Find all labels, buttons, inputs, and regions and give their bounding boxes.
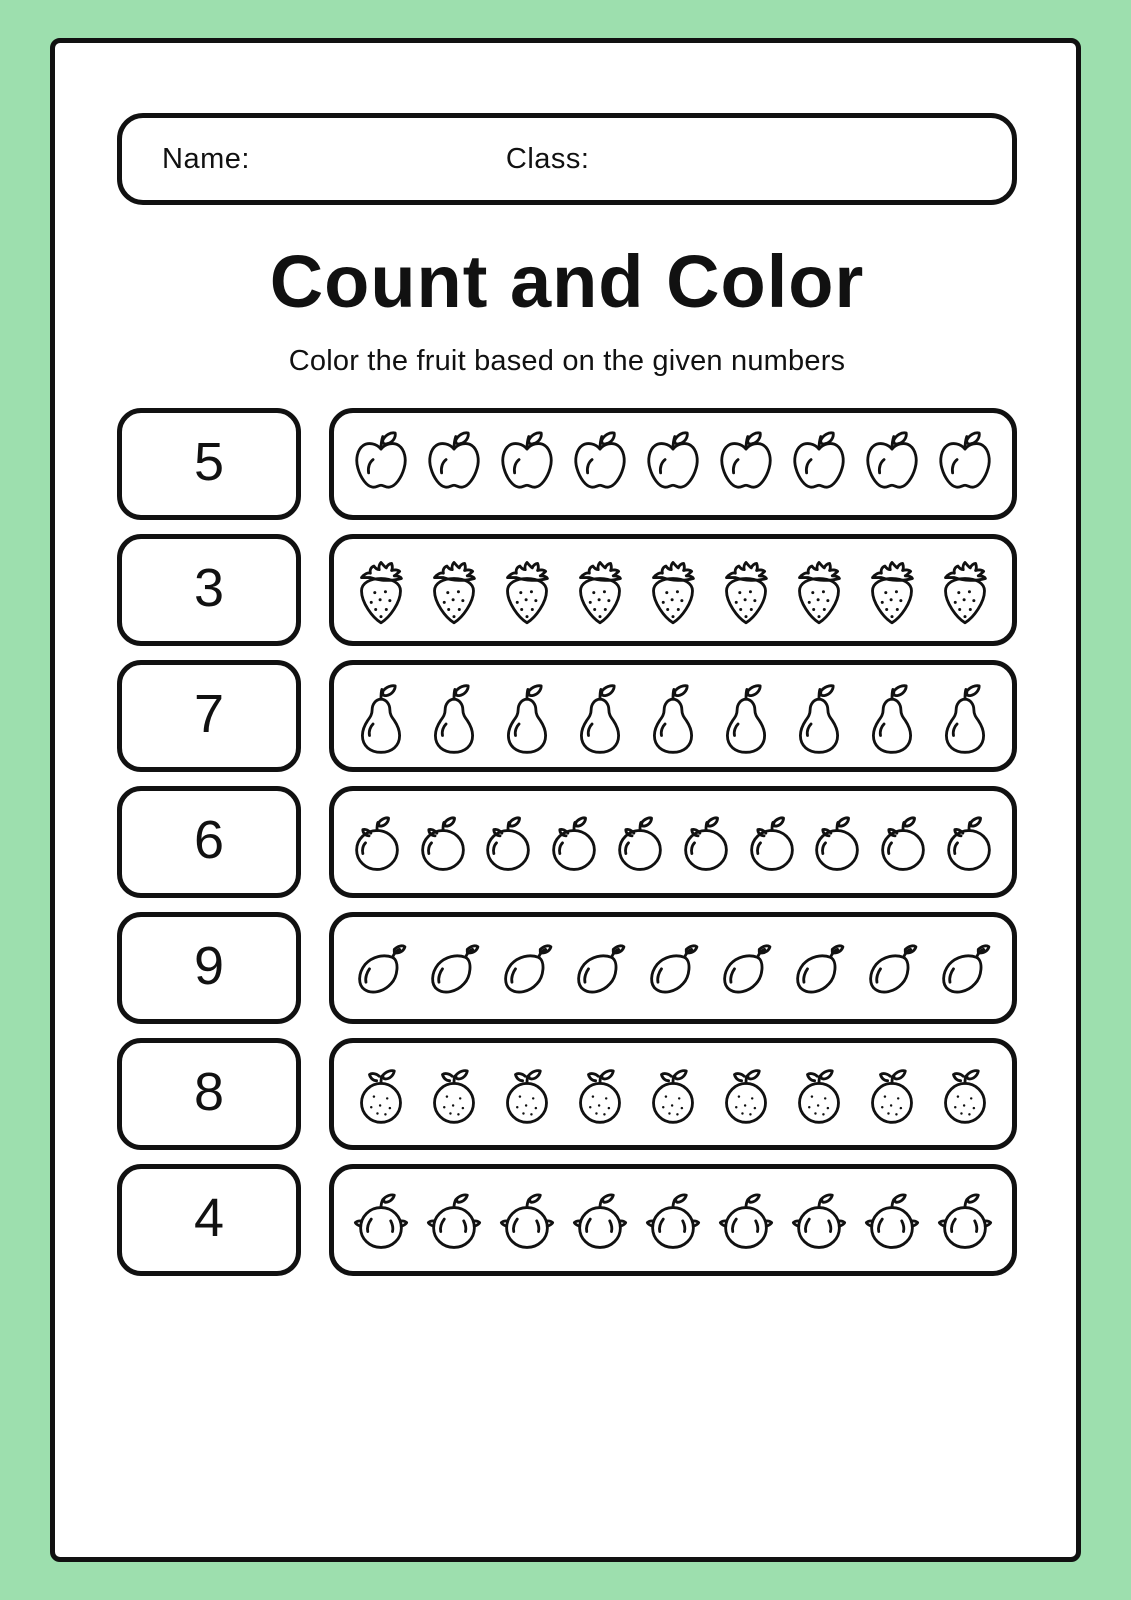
orange-icon[interactable] bbox=[642, 1055, 704, 1133]
worksheet-page bbox=[50, 38, 1081, 1562]
mango-icon[interactable] bbox=[496, 929, 558, 1007]
plum-icon[interactable] bbox=[938, 803, 1000, 881]
number-value: 7 bbox=[193, 683, 225, 744]
strawberry-icon[interactable] bbox=[788, 551, 850, 629]
strawberry-icon[interactable] bbox=[642, 551, 704, 629]
plum-icon[interactable] bbox=[806, 803, 868, 881]
page-title: Count and Color bbox=[269, 240, 865, 323]
lemon-icon[interactable] bbox=[642, 1181, 704, 1259]
lemon-icon[interactable] bbox=[861, 1181, 923, 1259]
fruit-strip-strawberry bbox=[329, 534, 1017, 646]
number-box[interactable] bbox=[117, 660, 301, 772]
number-box[interactable] bbox=[117, 534, 301, 646]
class-label: Class: bbox=[505, 142, 590, 175]
orange-icon[interactable] bbox=[715, 1055, 777, 1133]
mango-icon[interactable] bbox=[642, 929, 704, 1007]
number-value: 3 bbox=[193, 557, 225, 618]
mango-icon[interactable] bbox=[934, 929, 996, 1007]
pear-icon[interactable] bbox=[569, 677, 631, 755]
student-info-bar bbox=[117, 113, 1017, 205]
strawberry-icon[interactable] bbox=[934, 551, 996, 629]
pear-icon[interactable] bbox=[350, 677, 412, 755]
number-value: 4 bbox=[193, 1187, 225, 1248]
strawberry-icon[interactable] bbox=[350, 551, 412, 629]
pear-icon[interactable] bbox=[861, 677, 923, 755]
orange-icon[interactable] bbox=[861, 1055, 923, 1133]
apple-icon[interactable] bbox=[788, 425, 850, 503]
lemon-icon[interactable] bbox=[423, 1181, 485, 1259]
plum-icon[interactable] bbox=[346, 803, 408, 881]
lemon-icon[interactable] bbox=[496, 1181, 558, 1259]
apple-icon[interactable] bbox=[934, 425, 996, 503]
mango-icon[interactable] bbox=[788, 929, 850, 1007]
number-box[interactable] bbox=[117, 1164, 301, 1276]
number-value: 8 bbox=[193, 1061, 225, 1122]
strawberry-icon[interactable] bbox=[423, 551, 485, 629]
exercise-row bbox=[117, 1164, 1017, 1276]
plum-icon[interactable] bbox=[741, 803, 803, 881]
strawberry-icon[interactable] bbox=[715, 551, 777, 629]
exercise-row bbox=[117, 534, 1017, 646]
apple-icon[interactable] bbox=[569, 425, 631, 503]
mango-icon[interactable] bbox=[569, 929, 631, 1007]
strawberry-icon[interactable] bbox=[496, 551, 558, 629]
fruit-strip-apple bbox=[329, 408, 1017, 520]
lemon-icon[interactable] bbox=[569, 1181, 631, 1259]
pear-icon[interactable] bbox=[496, 677, 558, 755]
orange-icon[interactable] bbox=[934, 1055, 996, 1133]
orange-icon[interactable] bbox=[496, 1055, 558, 1133]
exercise-row bbox=[117, 408, 1017, 520]
exercise-row bbox=[117, 912, 1017, 1024]
orange-icon[interactable] bbox=[569, 1055, 631, 1133]
fruit-strip-pear bbox=[329, 660, 1017, 772]
name-label: Name: bbox=[162, 142, 250, 175]
plum-icon[interactable] bbox=[412, 803, 474, 881]
mango-icon[interactable] bbox=[861, 929, 923, 1007]
fruit-strip-plum bbox=[329, 786, 1017, 898]
strawberry-icon[interactable] bbox=[569, 551, 631, 629]
pear-icon[interactable] bbox=[715, 677, 777, 755]
plum-icon[interactable] bbox=[675, 803, 737, 881]
mango-icon[interactable] bbox=[350, 929, 412, 1007]
apple-icon[interactable] bbox=[496, 425, 558, 503]
orange-icon[interactable] bbox=[350, 1055, 412, 1133]
orange-icon[interactable] bbox=[788, 1055, 850, 1133]
plum-icon[interactable] bbox=[872, 803, 934, 881]
apple-icon[interactable] bbox=[861, 425, 923, 503]
exercise-row bbox=[117, 660, 1017, 772]
lemon-icon[interactable] bbox=[788, 1181, 850, 1259]
plum-icon[interactable] bbox=[477, 803, 539, 881]
mango-icon[interactable] bbox=[423, 929, 485, 1007]
exercise-row bbox=[117, 1038, 1017, 1150]
mango-icon[interactable] bbox=[715, 929, 777, 1007]
number-box[interactable] bbox=[117, 1038, 301, 1150]
fruit-strip-mango bbox=[329, 912, 1017, 1024]
pear-icon[interactable] bbox=[642, 677, 704, 755]
pear-icon[interactable] bbox=[423, 677, 485, 755]
number-value: 9 bbox=[193, 935, 225, 996]
apple-icon[interactable] bbox=[715, 425, 777, 503]
page-subtitle: Color the fruit based on the given numbers bbox=[288, 344, 846, 377]
fruit-strip-orange bbox=[329, 1038, 1017, 1150]
orange-icon[interactable] bbox=[423, 1055, 485, 1133]
lemon-icon[interactable] bbox=[350, 1181, 412, 1259]
fruit-strip-lemon bbox=[329, 1164, 1017, 1276]
pear-icon[interactable] bbox=[934, 677, 996, 755]
apple-icon[interactable] bbox=[642, 425, 704, 503]
number-value: 5 bbox=[193, 431, 225, 492]
lemon-icon[interactable] bbox=[934, 1181, 996, 1259]
apple-icon[interactable] bbox=[423, 425, 485, 503]
pear-icon[interactable] bbox=[788, 677, 850, 755]
plum-icon[interactable] bbox=[543, 803, 605, 881]
apple-icon[interactable] bbox=[350, 425, 412, 503]
number-box[interactable] bbox=[117, 912, 301, 1024]
plum-icon[interactable] bbox=[609, 803, 671, 881]
number-box[interactable] bbox=[117, 786, 301, 898]
lemon-icon[interactable] bbox=[715, 1181, 777, 1259]
worksheet-content bbox=[117, 113, 1017, 1290]
exercise-rows bbox=[117, 408, 1017, 1276]
number-box[interactable] bbox=[117, 408, 301, 520]
number-value: 6 bbox=[193, 809, 225, 870]
exercise-row bbox=[117, 786, 1017, 898]
strawberry-icon[interactable] bbox=[861, 551, 923, 629]
